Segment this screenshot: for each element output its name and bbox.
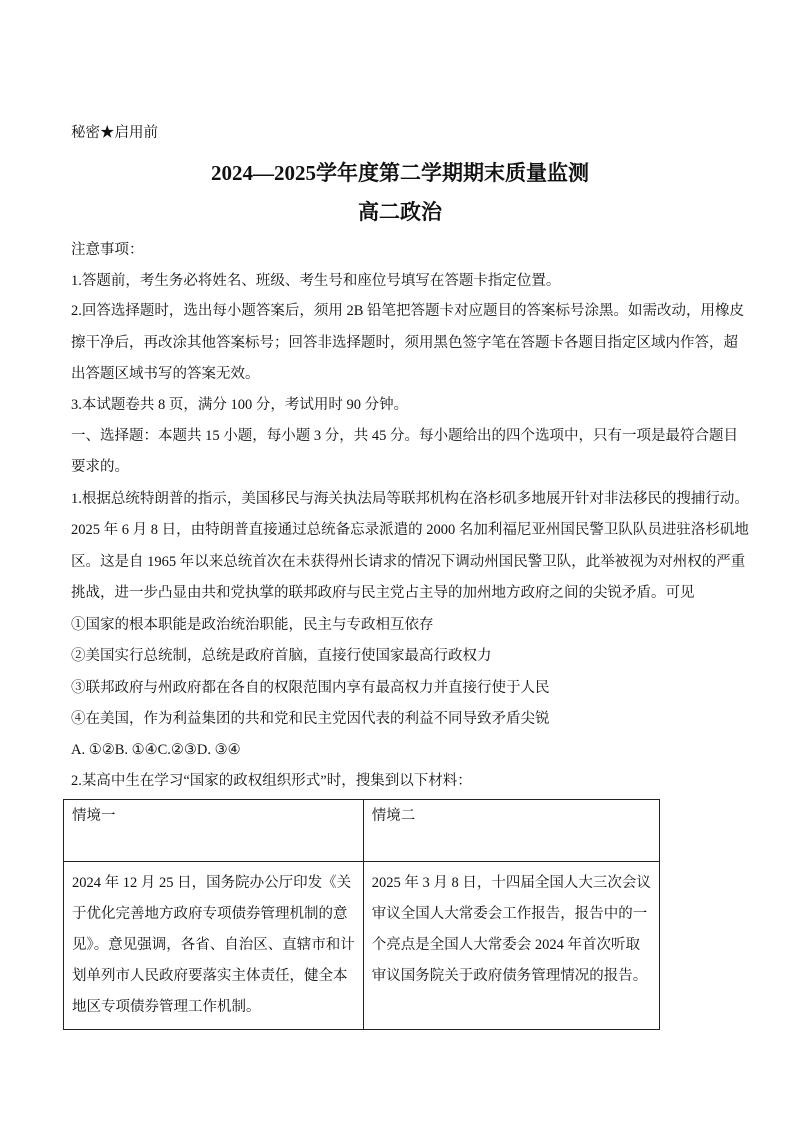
notes-heading: 注意事项： [71,242,144,258]
q1-option: ④在美国，作为利益集团的共和党和民主党因代表的利益不同导致矛盾尖锐 [71,711,550,727]
note-line: 2.回答选择题时，选出每小题答案后，须用 2B 铅笔把答题卡对应题目的答案标号涂黑。如需改动，用橡皮 [71,303,745,319]
section-heading: 要求的。 [71,459,129,475]
q2-material-table [63,799,660,1030]
q2-stem: 2.某高中生在学习“国家的政权组织形式”时，搜集到以下材料： [71,773,472,789]
confidential-label: 秘密★启用前 [71,125,158,141]
note-line: 出答题区域书写的答案无效。 [71,366,260,382]
cell-line: 于优化完善地方政府专项债券管理机制的意 [72,906,348,922]
page-title: 2024—2025学年度第二学期期末质量监测 [211,161,589,185]
q1-stem: 区。这是自 1965 年以来总统首次在未获得州长请求的情况下调动州国民警卫队，此举被视为对州权的严重 [71,554,746,570]
cell-line: 2025 年 3 月 8 日，十四届全国人大三次会议 [371,875,651,891]
cell-line: 地区专项债券管理工作机制。 [72,999,261,1015]
section-heading: 一、选择题：本题共 15 小题，每小题 3 分，共 45 分。每小题给出的四个选项中，只有一项是最符合题目 [71,428,738,444]
note-line: 擦干净后，再改涂其他答案标号；回答非选择题时，须用黑色签字笔在答题卡各题目指定区域内作答，超 [71,335,738,351]
note-line: 3.本试题卷共 8 页，满分 100 分，考试用时 90 分钟。 [71,397,409,413]
q1-answer-choices: A. ①②B. ①④C.②③D. ③④ [71,742,241,758]
cell-line: 划单列市人民政府要落实主体责任，健全本 [72,968,348,984]
q1-option: ③联邦政府与州政府都在各自的权限范围内享有最高权力并直接行使于人民 [71,680,550,696]
table-cell-scenario-2 [363,862,659,1030]
q1-option: ①国家的根本职能是政治统治职能，民主与专政相互依存 [71,617,434,633]
cell-line: 2024 年 12 月 25 日，国务院办公厅印发《关 [72,875,352,891]
cell-line: 审议全国人大常委会工作报告，报告中的一 [371,906,648,922]
cell-line: 个亮点是全国人大常委会 2024 年首次听取 [371,937,640,953]
q1-stem: 2025 年 6 月 8 日，由特朗普直接通过总统备忘录派遣的 2000 名加利福尼亚州国民警卫队队员进驻洛杉矶地 [71,522,749,538]
q1-stem: 1.根据总统特朗普的指示，美国移民与海关执法局等联邦机构在洛杉矶多地展开针对非法移民的搜捕行动。 [71,491,749,507]
q1-option: ②美国实行总统制，总统是政府首脑，直接行使国家最高行政权力 [71,648,492,664]
table-header: 情境二 [363,800,659,862]
cell-line: 审议国务院关于政府债务管理情况的报告。 [371,968,648,984]
q1-stem: 挑战，进一步凸显由共和党执掌的联邦政府与民主党占主导的加州地方政府之间的尖锐矛盾。可见 [71,585,695,601]
table-cell-scenario-1 [64,862,364,1030]
note-line: 1.答题前，考生务必将姓名、班级、考生号和座位号填写在答题卡指定位置。 [71,273,561,289]
cell-line: 见》。意见强调，各省、自治区、直辖市和计 [72,937,355,953]
subject-title: 高二政治 [358,200,442,224]
table-header: 情境一 [64,800,364,862]
